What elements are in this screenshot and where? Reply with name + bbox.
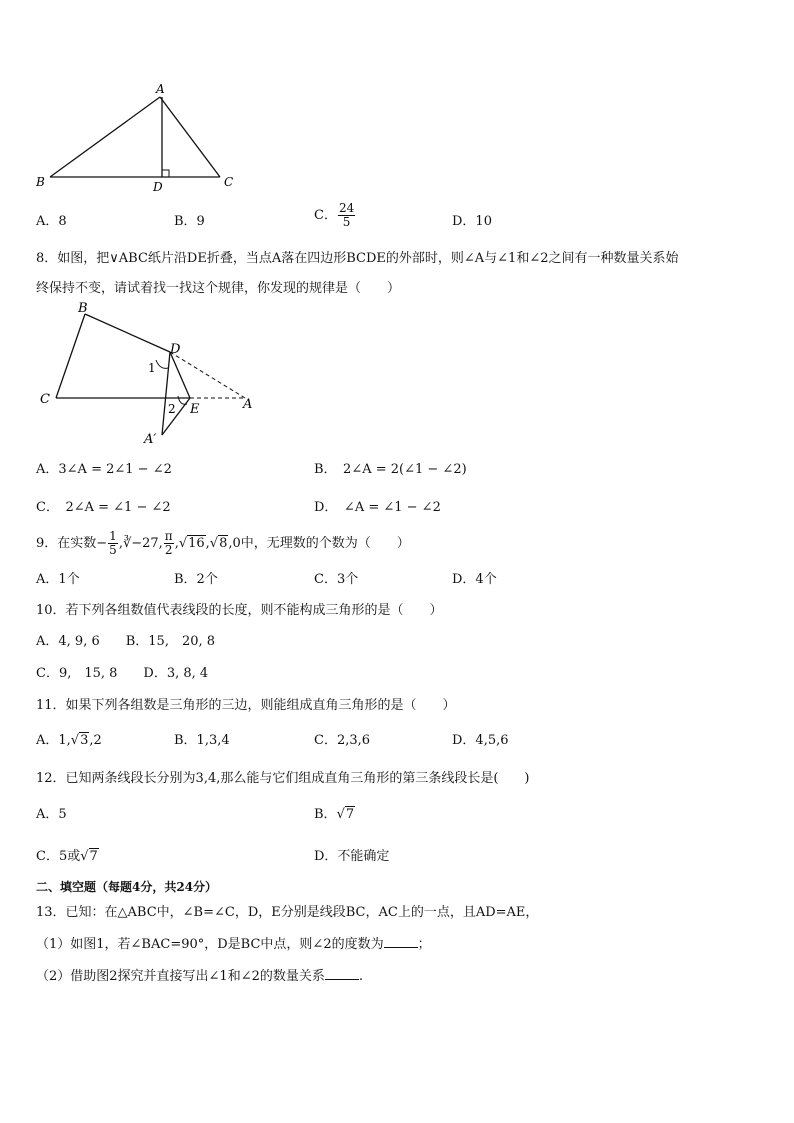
label-b: B [36,175,45,189]
q12-option-b-prefix: B． [314,807,337,822]
q9-stem: 9．在实数− $\frac{1}{5}$ ,∛−27, $\frac{\pi}{2}$ ,√16,√8,0中，无理数的个数为（ ） [36,529,410,557]
q9-option-d: D．4个 [452,572,497,587]
q11-option-a-suffix: ,2 [89,733,102,748]
q7-option-d: D．10 [452,214,492,229]
q9-cube-root: ,∛−27, [118,536,163,551]
label-c: C [40,392,50,407]
q9-prefix: 9．在实数− [36,536,108,551]
q7-option-c-fraction [338,202,355,229]
q8-stem-line1: 8．如图，把∨ABC纸片沿DE折叠，当点A落在四边形BCDE的外部时，则∠A与∠1和∠2之间有一种数量关系始 [36,251,679,266]
q13-part1 [36,935,431,954]
q13-part2 [36,967,363,986]
q12-option-c-prefix: C．5或 [36,849,81,864]
q13-part1-text: （1）如图1，若∠BAC=90°，D是BC中点，则∠2的度数为 [36,937,384,952]
folded-triangle-figure [30,300,270,450]
fraction-numerator: 24 [338,201,355,215]
q9-sqrt-8: 8 [219,536,228,551]
fraction-denominator: 2 [164,543,173,557]
q10-options-row2: C．9, 15, 8 D．3, 8, 4 [36,666,209,681]
q11-stem: 11．如果下列各组数是三角形的三边，则能组成直角三角形的是（ ） [36,698,456,713]
q9-fraction-one-fifth [108,530,118,557]
triangle-altitude-figure [30,80,250,195]
q8-stem-line2: 终保持不变，请试着找一找这个规律，你发现的规律是（ ） [36,281,401,296]
answer-blank[interactable] [384,935,418,948]
fraction-denominator: 5 [342,215,351,229]
label-a-prime: A′ [144,432,157,447]
q9-option-b: B．2个 [174,572,218,587]
q9-suffix: ,0中，无理数的个数为（ ） [228,536,410,551]
fraction-numerator: π [164,529,173,543]
q11-option-b: B．1,3,4 [174,733,230,748]
q13-part2-text: （2）借助图2探究并直接写出∠1和∠2的数量关系 [36,969,325,984]
q10-options-row1: A．4, 9, 6 B．15, 20, 8 [36,634,216,649]
q9-sqrt-16: 16 [188,536,205,551]
q12-option-b: B．√7 [314,807,355,822]
answer-blank[interactable] [325,967,359,980]
q11-option-a: A．1,√3,2 [36,733,102,748]
q7-option-c-prefix: C． [314,208,337,223]
section-title: 二、填空题（每题4分，共24分） [36,880,218,894]
q9-option-c: C．3个 [314,572,359,587]
label-e: E [190,402,200,417]
q7-option-a: A．8 [36,214,67,229]
q8-option-b: B． 2∠A = 2(∠1 − ∠2) [314,462,467,477]
label-angle-1: 1 [148,361,156,375]
q11-option-a-prefix: A．1, [36,733,71,748]
label-c: C [224,175,234,189]
q12-option-d: D．不能确定 [314,849,390,864]
q7-option-b: B．9 [174,214,205,229]
label-b: B [78,301,88,316]
label-d: D [170,342,181,357]
q7-option-c [314,202,356,229]
fraction-denominator: 5 [109,543,117,557]
q10-stem: 10．若下列各组数值代表线段的长度，则不能构成三角形的是（ ） [36,603,443,618]
fraction-numerator: 1 [109,529,117,543]
q13-part2-end: . [358,969,364,984]
label-a: A [243,397,253,412]
q13-part1-end: ； [417,937,431,952]
label-angle-2: 2 [168,402,176,416]
q12-sqrt-7: 7 [89,849,98,864]
label-d: D [153,180,163,194]
q11-sqrt-3: 3 [80,733,89,748]
q12-sqrt-7: 7 [345,807,355,822]
q13-stem: 13．已知：在△ABC中，∠B=∠C，D，E分别是线段BC，AC上的一点，且AD=AE， [36,905,539,920]
label-a: A [156,82,165,96]
q12-option-a: A．5 [36,807,67,822]
q12-stem: 12．已知两条线段长分别为3,4,那么能与它们组成直角三角形的第三条线段长是( ) [36,771,530,786]
q8-option-a: A．3∠A = 2∠1 − ∠2 [36,462,172,477]
q9-fraction-pi-half [164,530,174,557]
q8-option-d: D． ∠A = ∠1 − ∠2 [314,500,441,515]
q9-option-a: A．1个 [36,572,80,587]
q11-option-d: D．4,5,6 [452,733,509,748]
q12-option-c: C．5或√7 [36,849,98,864]
q8-option-c: C． 2∠A = ∠1 − ∠2 [36,500,171,515]
q11-option-c: C．2,3,6 [314,733,371,748]
